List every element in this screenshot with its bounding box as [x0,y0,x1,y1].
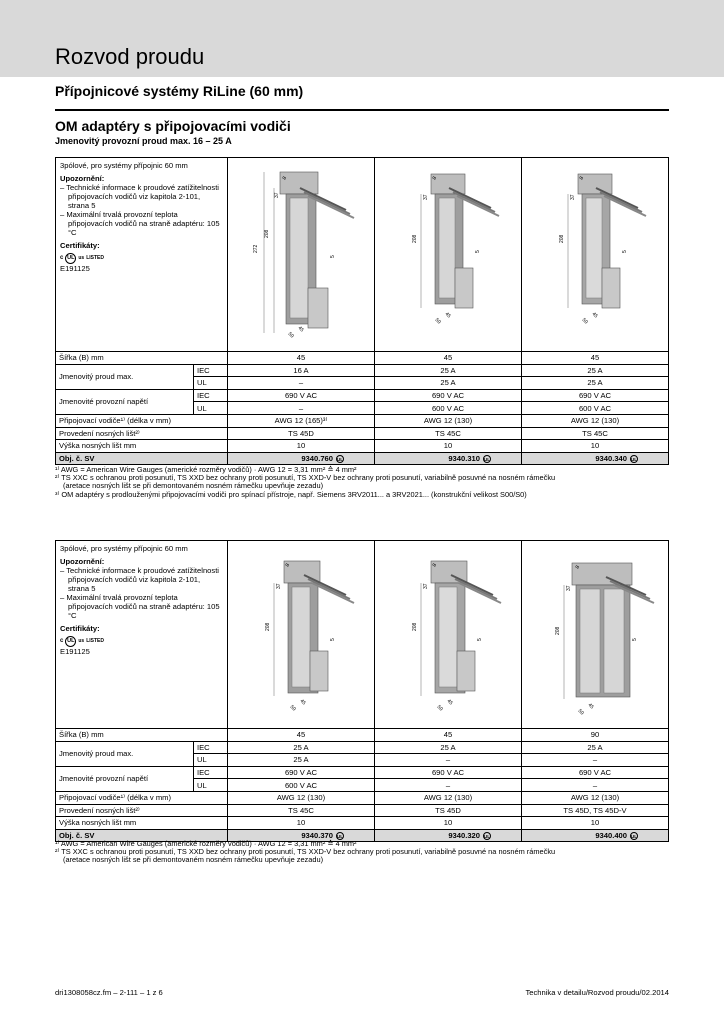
footnote: ¹⁾ AWG = American Wire Gauges (americké rozměry vodičů) · AWG 12 = 3,31 mm² ≙ 4 mm² [55,465,357,474]
table-row: Šířka (B) mm 45 45 45 [56,352,669,365]
adapter-drawing [375,541,522,728]
dim-label: 37 [566,585,572,591]
dim-label: 8 [281,175,289,181]
table-row: UL – 600 V AC 600 V AC [56,402,669,415]
ul-listed-logo: c UL us LISTED [60,636,223,647]
order-number-row [56,452,669,465]
page-title: Rozvod proudu [55,44,205,69]
cert-number: E191125 [60,647,90,656]
dim-label: 272 [253,244,259,253]
order-number: 9340.400 [595,831,627,841]
ul-mark-icon: UL [337,457,343,463]
warning-label: Upozornění: [60,174,105,183]
cert-label: Certifikáty: [60,624,100,633]
dim-label: 45 [298,698,307,707]
table-row: Provedení nosných lišt²⁾ TS 45C TS 45D TS 45D, TS 45D-V [56,804,669,817]
row-label: Provedení nosných lišt²⁾ [56,427,228,440]
footnote: ²⁾ TS XXC s ochranou proti posunutí, TS XXD bez ochrany proti posunutí, TS XXD-V bez ochrany proti posunutí, variabilně posuvné na nosném rámečku [55,473,556,483]
dim-label: 5 [330,255,336,258]
warning-label: Upozornění: [60,557,105,566]
spec-table-2 [55,728,669,842]
info-line: 3pólové, pro systémy přípojnic 60 mm [60,544,188,553]
table-row: UL – 25 A 25 A [56,377,669,390]
table-row: Jmenovité provozní napětí IEC 690 V AC 690 V AC 690 V AC [56,766,669,779]
cert-number: E191125 [60,264,90,273]
dim-label: 8 [431,175,439,181]
section-subtitle: Jmenovitý provozní proud max. 16 – 25 A [55,136,232,146]
order-number: 9340.760 [301,454,333,464]
product-block-2 [55,540,669,729]
ul-mark-icon: UL [484,457,490,463]
dim-label: 208 [412,622,418,631]
row-label: Obj. č. SV [56,452,228,465]
ul-mark-icon: UL [631,457,637,463]
dim-label: 8 [574,564,582,570]
dim-label: 50 [435,704,444,713]
dim-label: 5 [330,638,336,641]
order-number: 9340.340 [595,454,627,464]
dim-label: 208 [412,234,418,243]
table-row: UL 600 V AC – – [56,779,669,792]
footnotes-1 [55,466,669,499]
dim-label: 8 [284,562,292,568]
row-label: Připojovací vodiče¹⁾ (délka v mm) [56,791,228,804]
order-number: 9340.370 [301,831,333,841]
dim-label: 37 [423,583,429,589]
table-row: Šířka (B) mm 45 45 90 [56,729,669,742]
table-row: Jmenovité provozní napětí IEC 690 V AC 690 V AC 690 V AC [56,389,669,402]
table-row: UL 25 A – – [56,754,669,767]
product-drawing-9340-400 [522,541,668,728]
dim-label: 50 [433,317,442,326]
footnote: ¹⁾ AWG = American Wire Gauges (americké rozměry vodičů) · AWG 12 = 3,31 mm² ≙ 4 mm² [55,839,357,848]
dim-label: 8 [431,562,439,568]
dim-label: 5 [622,250,628,253]
cert-label: Certifikáty: [60,241,100,250]
table-row: Výška nosných lišt mm 10 10 10 [56,440,669,453]
row-label: Jmenovité provozní napětí [56,766,194,791]
table-row: Připojovací vodiče¹⁾ (délka v mm) AWG 12 (130) AWG 12 (130) AWG 12 (130) [56,791,669,804]
dim-label: 50 [576,708,585,717]
row-label: Připojovací vodiče¹⁾ (délka v mm) [56,414,228,427]
footnote: ²⁾ TS XXC s ochranou proti posunutí, TS XXD bez ochrany proti posunutí, TS XXD-V bez ochrany proti posunutí, variabilně posuvné na nosném rámečku [55,847,556,857]
dim-label: 208 [264,229,270,238]
row-label: Jmenovité provozní napětí [56,389,194,414]
row-label: Jmenovitý proud max. [56,364,194,389]
warning-item: – Maximální trvalá provozní teplota připojovacích vodičů na straně adaptéru: 105 °C [60,210,220,237]
dim-label: 45 [296,325,305,334]
product-drawing-9340-370 [228,541,375,728]
row-label: Šířka (B) mm [56,729,228,742]
info-column [56,158,228,351]
product-drawing-9340-310 [375,158,522,351]
section-title: OM adaptéry s připojovacími vodiči [55,118,291,134]
dim-label: 37 [423,194,429,200]
table-row: Provedení nosných lišt²⁾ TS 45D TS 45C TS 45C [56,427,669,440]
dim-label: 5 [632,638,638,641]
dim-label: 37 [570,194,576,200]
table-row: Výška nosných lišt mm 10 10 10 [56,817,669,830]
row-label: Šířka (B) mm [56,352,228,365]
warning-item: – Technické informace k proudové zatížitelnosti připojovacích vodičů viz kapitola 2-101, strana 5 [60,183,219,210]
footnotes-2 [55,840,669,865]
warning-item: – Maximální trvalá provozní teplota připojovacích vodičů na straně adaptéru: 105 °C [60,593,220,620]
table-row: Jmenovitý proud max. IEC 16 A 25 A 25 A [56,364,669,377]
dim-label: 208 [265,622,271,631]
product-drawing-9340-340 [522,158,668,351]
document-subtitle: Přípojnicové systémy RiLine (60 mm) [55,83,304,99]
product-drawing-9340-760 [228,158,375,351]
dim-label: 208 [555,626,561,635]
adapter-drawing [228,158,375,351]
footer-section-ref: Technika v detailu/Rozvod proudu/02.2014 [525,988,669,997]
warning-item: – Technické informace k proudové zatížitelnosti připojovacích vodičů viz kapitola 2-101, strana 5 [60,566,219,593]
dim-label: 8 [578,175,586,181]
dim-label: 45 [443,311,452,320]
dim-label: 50 [286,331,295,340]
dim-label: 45 [445,698,454,707]
dim-label: 45 [586,702,595,711]
row-label: Výška nosných lišt mm [56,817,228,830]
info-line: 3pólové, pro systémy přípojnic 60 mm [60,161,188,170]
adapter-drawing [522,158,668,351]
divider [55,109,669,111]
ul-mark-icon: UL [631,834,637,840]
order-number: 9340.310 [448,454,480,464]
table-row: Připojovací vodiče¹⁾ (délka v mm) AWG 12 (165)³⁾ AWG 12 (130) AWG 12 (130) [56,414,669,427]
ul-mark-icon: UL [337,834,343,840]
table-row: Jmenovitý proud max. IEC 25 A 25 A 25 A [56,741,669,754]
footer-file-ref: dri1308058cz.fm – 2-111 – 1 z 6 [55,988,163,997]
dim-label: 5 [475,250,481,253]
footnote: (aretace nosných lišt se při demontovaném nosném rámečku upevňuje zezadu) [63,481,324,491]
adapter-drawing [375,158,522,351]
footnote: ³⁾ OM adaptéry s prodlouženými připojovacími vodiči pro spínací přístroje, např. Siemens 3RV2011... a 3RV2021... (konstrukční velikost S00/S0) [55,489,527,499]
spec-table-1 [55,351,669,465]
dim-label: 45 [590,311,599,320]
dim-label: 208 [559,234,565,243]
row-label: Obj. č. SV [56,829,228,842]
dim-label: 37 [274,192,280,198]
row-label: Jmenovitý proud max. [56,741,194,766]
adapter-drawing [522,541,668,728]
ul-mark-icon: UL [484,834,490,840]
product-drawing-9340-320 [375,541,522,728]
adapter-drawing [228,541,375,728]
row-label: Provedení nosných lišt²⁾ [56,804,228,817]
dim-label: 50 [580,317,589,326]
footnote: (aretace nosných lišt se při demontovaném nosném rámečku upevňuje zezadu) [63,855,324,865]
info-column [56,541,228,728]
product-block-1 [55,157,669,352]
row-label: Výška nosných lišt mm [56,440,228,453]
dim-label: 5 [477,638,483,641]
dim-label: 50 [288,704,297,713]
dim-label: 37 [276,583,282,589]
order-number: 9340.320 [448,831,480,841]
ul-listed-logo: c UL us LISTED [60,253,223,264]
page-header [0,0,724,77]
